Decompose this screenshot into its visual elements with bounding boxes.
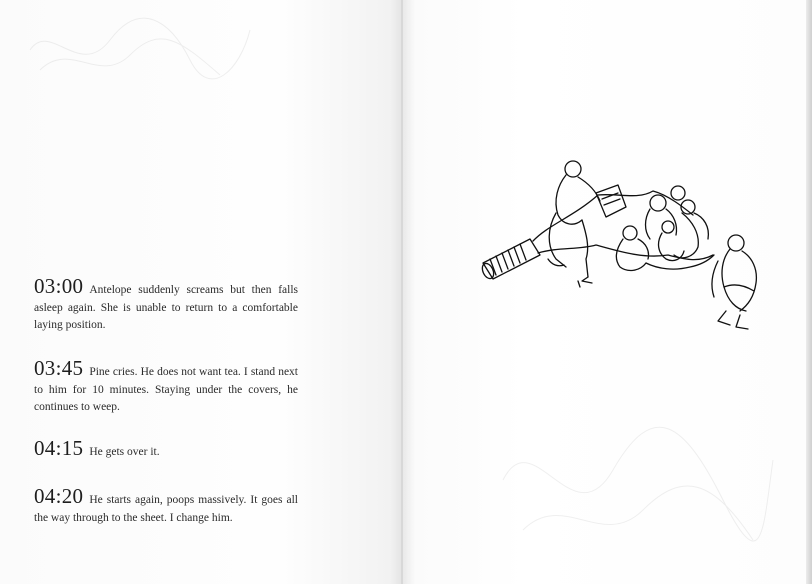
diary-entry: [34, 436, 298, 462]
entry-time: 04:20: [34, 484, 84, 508]
entry-text: Antelope suddenly screams but then falls asleep again. She is unable to return to a comfortable laying position.: [34, 284, 298, 331]
entry-text: Pine cries. He does not want tea. I stand next to him for 10 minutes. Staying under the covers, he continues to weep.: [34, 366, 298, 413]
entry-time: 03:00: [34, 274, 84, 298]
diary-entry: [34, 356, 298, 417]
right-page: [403, 0, 806, 584]
entry-text: He starts again, poops massively. It goes all the way through to the sheet. I change him.: [34, 494, 298, 524]
diary-entry: [34, 484, 298, 527]
family-sleeping-sketch-icon: [478, 155, 768, 335]
faint-show-through-scribble-icon: [20, 10, 260, 90]
entry-time: 04:15: [34, 436, 84, 460]
left-page: [0, 0, 402, 584]
faint-show-through-scribble-icon: [493, 400, 783, 560]
entry-text: He gets over it.: [89, 446, 160, 458]
entry-time: 03:45: [34, 356, 84, 380]
page-edge: [806, 0, 812, 584]
diary-entry: [34, 274, 298, 335]
